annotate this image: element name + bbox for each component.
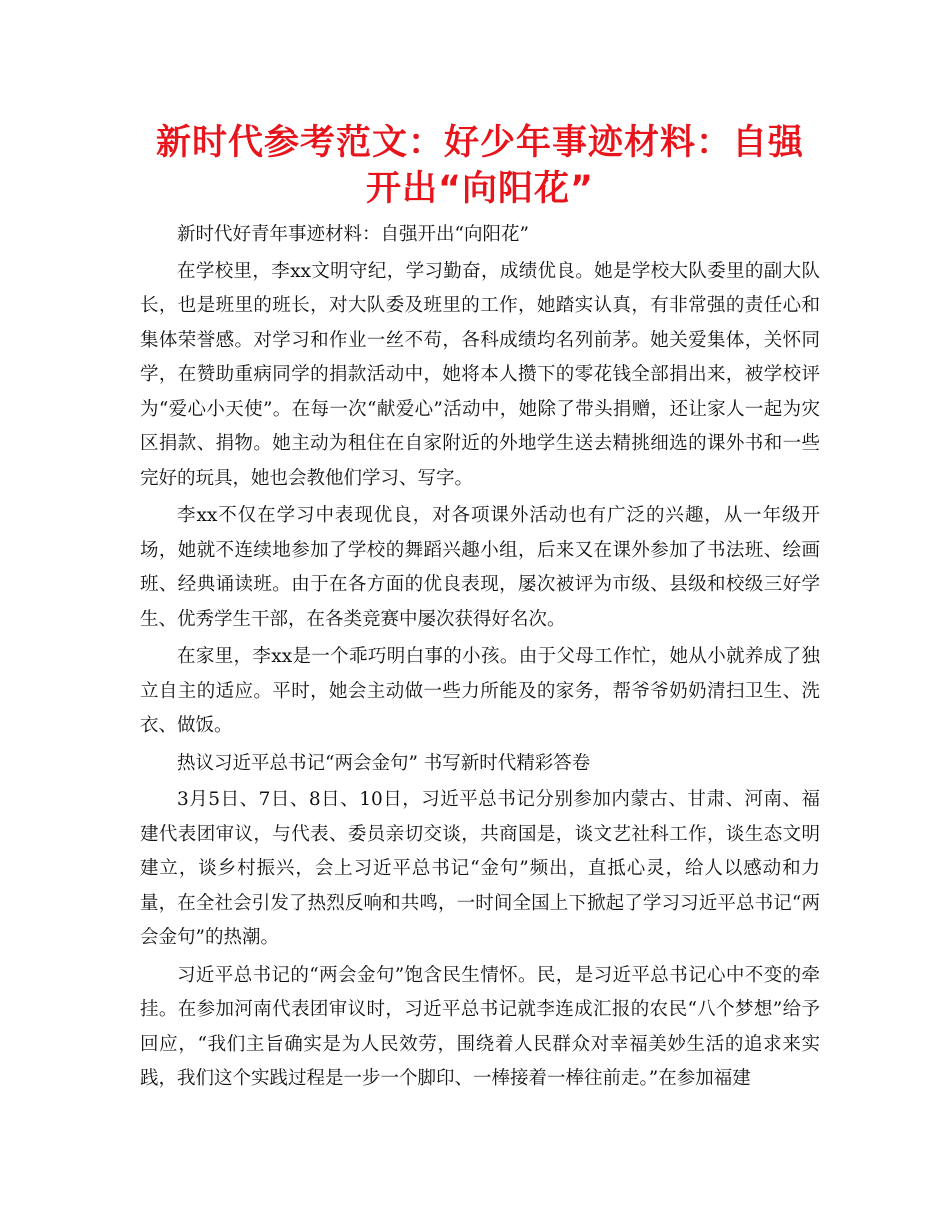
document-title: 新时代参考范文：好少年事迹材料：自强开出“向阳花” xyxy=(155,123,804,209)
paragraph-home: 在家里，李xx是一个乖巧明白事的小孩。由于父母工作忙，她从小就养成了独立自主的适应。平时，她会主动做一些力所能及的家务，帮爷爷奶奶清扫卫生、洗衣、做饭。 xyxy=(140,646,820,736)
paragraph-livelihood: 习近平总书记的“两会金句”饱含民生情怀。民，是习近平总书记心中不变的牵挂。在参加河南代表团审议时，习近平总书记就李连成汇报的农民“八个梦想”给予回应，“我们主旨确实是为人民效劳，围绕着人民群众对幸福美妙生活的追求来实践，我们这个实践过程是一步一个脚印、一棒接着一棒往前走。”在参加福建 xyxy=(140,964,820,1089)
document-subtitle: 新时代好青年事迹材料：自强开出“向阳花” xyxy=(177,224,529,245)
section-heading: 热议习近平总书记“两会金句” 书写新时代精彩答卷 xyxy=(177,752,591,774)
paragraph-sessions: 3月5日、7日、8日、10日，习近平总书记分别参加内蒙古、甘肃、河南、福建代表团审议，与代表、委员亲切交谈，共商国是，谈文艺社科工作，谈生态文明建立，谈乡村振兴，会上习近平总书记“金句”频出，直抵心灵，给人以感动和力量，在全社会引发了热烈反响和共鸣，一时间全国上下掀起了学习习近平总书记“两会金句”的热潮。 xyxy=(140,789,820,948)
document-page xyxy=(140,120,820,1100)
paragraph-activities: 李xx不仅在学习中表现优良，对各项课外活动也有广泛的兴趣，从一年级开场，她就不连续地参加了学校的舞蹈兴趣小组，后来又在课外参加了书法班、绘画班、经典诵读班。由于在各方面的优良表现，屡次被评为市级、县级和校级三好学生、优秀学生干部，在各类竞赛中屡次获得好名次。 xyxy=(140,505,820,630)
paragraph-school: 在学校里，李xx文明守纪，学习勤奋，成绩优良。她是学校大队委里的副大队长，也是班里的班长，对大队委及班里的工作，她踏实认真，有非常强的责任心和集体荣誉感。对学习和作业一丝不苟，各科成绩均名列前茅。她关爱集体，关怀同学，在赞助重病同学的捐款活动中，她将本人攒下的零花钱全部捐出来，被学校评为“爱心小天使”。在每一次“献爱心”活动中，她除了带头捐赠，还让家人一起为灾区捐款、捐物。她主动为租住在自家附近的外地学生送去精挑细选的课外书和一些完好的玩具，她也会教他们学习、写字。 xyxy=(140,260,820,489)
